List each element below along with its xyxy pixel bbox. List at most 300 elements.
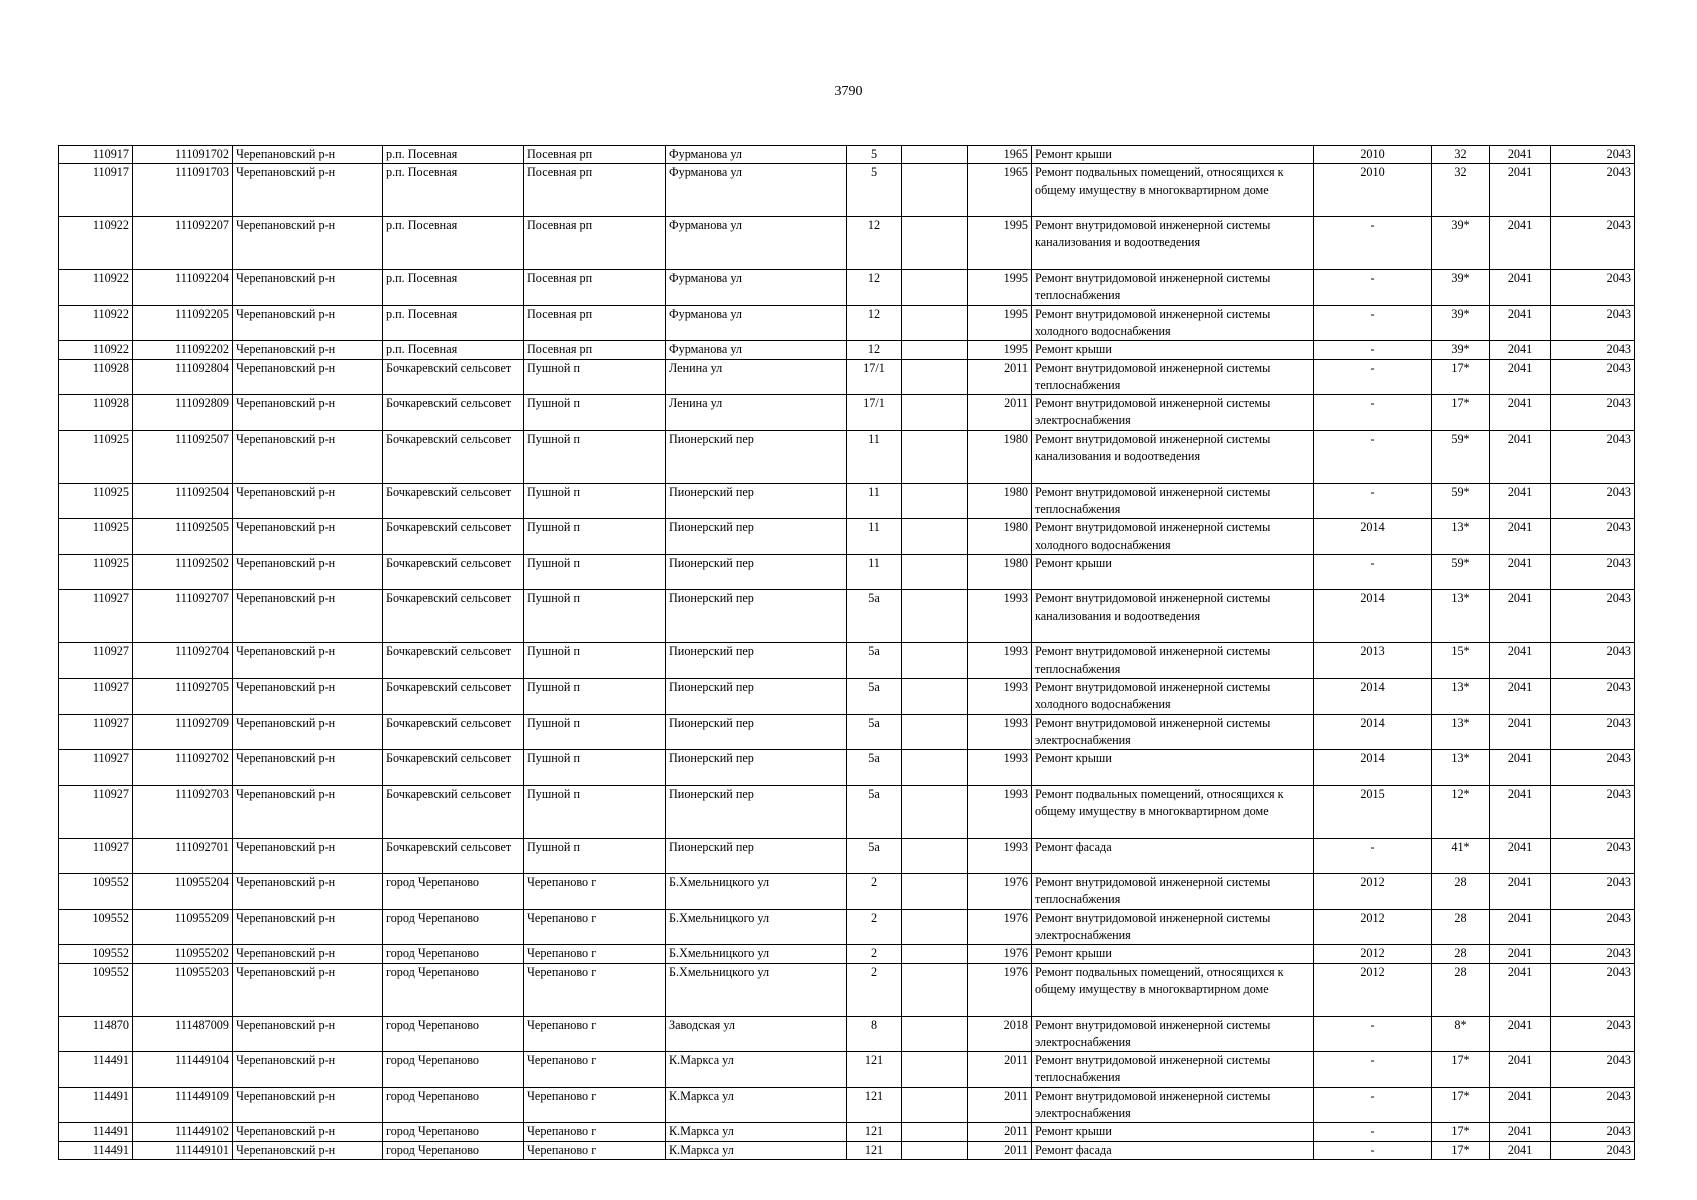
work-id-cell: 111092703 — [133, 785, 233, 838]
district-cell: Черепановский р-н — [233, 359, 383, 395]
settlement-cell: Пушной п — [524, 785, 666, 838]
building-cell — [902, 590, 968, 643]
plan-start-cell: 2041 — [1490, 945, 1551, 963]
settlement-cell: Пушной п — [524, 483, 666, 519]
street-cell: Ленина ул — [666, 359, 847, 395]
last-repair-year-cell: - — [1314, 1123, 1432, 1141]
wear-cell: 17* — [1432, 359, 1490, 395]
wear-cell: 17* — [1432, 1123, 1490, 1141]
build-year-cell: 1995 — [968, 305, 1032, 341]
district-cell: Черепановский р-н — [233, 945, 383, 963]
table-row — [59, 945, 1635, 963]
plan-end-cell: 2043 — [1551, 146, 1635, 164]
house-number-cell: 121 — [847, 1141, 902, 1159]
plan-end-cell: 2043 — [1551, 678, 1635, 714]
plan-end-cell: 2043 — [1551, 359, 1635, 395]
house-number-cell: 11 — [847, 483, 902, 519]
street-cell: Пионерский пер — [666, 554, 847, 590]
house-id-cell: 110922 — [59, 270, 133, 306]
work-type-cell: Ремонт внутридомовой инженерной системы теплоснабжения — [1032, 483, 1314, 519]
municipality-cell: Бочкаревский сельсовет — [383, 714, 524, 750]
work-type-cell: Ремонт подвальных помещений, относящихся к общему имуществу в многоквартирном доме — [1032, 785, 1314, 838]
page-number: 3790 — [834, 84, 863, 99]
last-repair-year-cell: 2010 — [1314, 146, 1432, 164]
work-id-cell: 111092204 — [133, 270, 233, 306]
plan-end-cell: 2043 — [1551, 909, 1635, 945]
plan-start-cell: 2041 — [1490, 714, 1551, 750]
plan-start-cell: 2041 — [1490, 305, 1551, 341]
work-type-cell: Ремонт внутридомовой инженерной системы электроснабжения — [1032, 1087, 1314, 1123]
building-cell — [902, 785, 968, 838]
work-id-cell: 111092205 — [133, 305, 233, 341]
house-number-cell: 12 — [847, 341, 902, 359]
street-cell: Пионерский пер — [666, 430, 847, 483]
municipality-cell: р.п. Посевная — [383, 270, 524, 306]
house-id-cell: 110925 — [59, 430, 133, 483]
work-type-cell: Ремонт внутридомовой инженерной системы теплоснабжения — [1032, 643, 1314, 679]
house-number-cell: 5а — [847, 643, 902, 679]
municipality-cell: Бочкаревский сельсовет — [383, 838, 524, 874]
plan-end-cell: 2043 — [1551, 963, 1635, 1016]
work-id-cell: 111092502 — [133, 554, 233, 590]
district-cell: Черепановский р-н — [233, 305, 383, 341]
house-number-cell: 5а — [847, 838, 902, 874]
work-id-cell: 110955209 — [133, 909, 233, 945]
plan-end-cell: 2043 — [1551, 341, 1635, 359]
build-year-cell: 1993 — [968, 678, 1032, 714]
build-year-cell: 1993 — [968, 643, 1032, 679]
build-year-cell: 2011 — [968, 1123, 1032, 1141]
plan-end-cell: 2043 — [1551, 750, 1635, 786]
build-year-cell: 2011 — [968, 359, 1032, 395]
settlement-cell: Пушной п — [524, 519, 666, 555]
build-year-cell: 1965 — [968, 146, 1032, 164]
plan-end-cell: 2043 — [1551, 945, 1635, 963]
wear-cell: 32 — [1432, 146, 1490, 164]
settlement-cell: Пушной п — [524, 554, 666, 590]
settlement-cell: Пушной п — [524, 678, 666, 714]
build-year-cell: 1980 — [968, 554, 1032, 590]
house-number-cell: 2 — [847, 874, 902, 910]
work-id-cell: 111092704 — [133, 643, 233, 679]
last-repair-year-cell: - — [1314, 1087, 1432, 1123]
municipality-cell: р.п. Посевная — [383, 217, 524, 270]
table-row — [59, 430, 1635, 483]
last-repair-year-cell: - — [1314, 1141, 1432, 1159]
build-year-cell: 1993 — [968, 590, 1032, 643]
house-number-cell: 8 — [847, 1016, 902, 1052]
building-cell — [902, 430, 968, 483]
plan-start-cell: 2041 — [1490, 519, 1551, 555]
building-cell — [902, 838, 968, 874]
plan-start-cell: 2041 — [1490, 217, 1551, 270]
plan-start-cell: 2041 — [1490, 164, 1551, 217]
building-cell — [902, 963, 968, 1016]
build-year-cell: 1976 — [968, 945, 1032, 963]
build-year-cell: 2011 — [968, 1141, 1032, 1159]
municipality-cell: Бочкаревский сельсовет — [383, 430, 524, 483]
plan-start-cell: 2041 — [1490, 554, 1551, 590]
table-row — [59, 305, 1635, 341]
last-repair-year-cell: 2012 — [1314, 874, 1432, 910]
work-type-cell: Ремонт крыши — [1032, 554, 1314, 590]
work-type-cell: Ремонт фасада — [1032, 838, 1314, 874]
municipality-cell: город Черепаново — [383, 874, 524, 910]
plan-start-cell: 2041 — [1490, 590, 1551, 643]
house-id-cell: 110928 — [59, 395, 133, 431]
table-row — [59, 1123, 1635, 1141]
settlement-cell: Пушной п — [524, 714, 666, 750]
last-repair-year-cell: - — [1314, 359, 1432, 395]
house-id-cell: 110927 — [59, 714, 133, 750]
street-cell: Пионерский пер — [666, 785, 847, 838]
build-year-cell: 1976 — [968, 963, 1032, 1016]
district-cell: Черепановский р-н — [233, 838, 383, 874]
work-type-cell: Ремонт подвальных помещений, относящихся к общему имуществу в многоквартирном доме — [1032, 963, 1314, 1016]
house-id-cell: 110928 — [59, 359, 133, 395]
house-id-cell: 110927 — [59, 750, 133, 786]
building-cell — [902, 395, 968, 431]
table-row — [59, 483, 1635, 519]
house-number-cell: 11 — [847, 554, 902, 590]
district-cell: Черепановский р-н — [233, 714, 383, 750]
table-row — [59, 217, 1635, 270]
plan-start-cell: 2041 — [1490, 1123, 1551, 1141]
house-number-cell: 5 — [847, 146, 902, 164]
wear-cell: 13* — [1432, 590, 1490, 643]
registry-table-body — [59, 146, 1635, 1160]
last-repair-year-cell: - — [1314, 554, 1432, 590]
house-id-cell: 110917 — [59, 146, 133, 164]
municipality-cell: р.п. Посевная — [383, 164, 524, 217]
building-cell — [902, 714, 968, 750]
settlement-cell: Пушной п — [524, 430, 666, 483]
district-cell: Черепановский р-н — [233, 590, 383, 643]
house-id-cell: 114491 — [59, 1123, 133, 1141]
district-cell: Черепановский р-н — [233, 1016, 383, 1052]
build-year-cell: 1965 — [968, 164, 1032, 217]
wear-cell: 28 — [1432, 963, 1490, 1016]
district-cell: Черепановский р-н — [233, 785, 383, 838]
wear-cell: 59* — [1432, 483, 1490, 519]
house-id-cell: 114491 — [59, 1141, 133, 1159]
building-cell — [902, 1123, 968, 1141]
house-id-cell: 109552 — [59, 963, 133, 1016]
table-row — [59, 590, 1635, 643]
work-id-cell: 111449101 — [133, 1141, 233, 1159]
house-id-cell: 114491 — [59, 1087, 133, 1123]
work-id-cell: 111449102 — [133, 1123, 233, 1141]
plan-end-cell: 2043 — [1551, 483, 1635, 519]
settlement-cell: Черепаново г — [524, 1123, 666, 1141]
street-cell: К.Маркса ул — [666, 1123, 847, 1141]
work-id-cell: 111092507 — [133, 430, 233, 483]
district-cell: Черепановский р-н — [233, 678, 383, 714]
municipality-cell: Бочкаревский сельсовет — [383, 785, 524, 838]
house-id-cell: 110922 — [59, 217, 133, 270]
street-cell: Заводская ул — [666, 1016, 847, 1052]
work-id-cell: 111092709 — [133, 714, 233, 750]
table-row — [59, 359, 1635, 395]
house-id-cell: 110927 — [59, 590, 133, 643]
plan-end-cell: 2043 — [1551, 714, 1635, 750]
house-id-cell: 110925 — [59, 519, 133, 555]
district-cell: Черепановский р-н — [233, 750, 383, 786]
plan-start-cell: 2041 — [1490, 146, 1551, 164]
wear-cell: 17* — [1432, 1141, 1490, 1159]
plan-start-cell: 2041 — [1490, 359, 1551, 395]
wear-cell: 17* — [1432, 1087, 1490, 1123]
house-number-cell: 121 — [847, 1123, 902, 1141]
plan-end-cell: 2043 — [1551, 643, 1635, 679]
table-row — [59, 519, 1635, 555]
work-id-cell: 111449109 — [133, 1087, 233, 1123]
municipality-cell: город Черепаново — [383, 963, 524, 1016]
house-number-cell: 12 — [847, 270, 902, 306]
building-cell — [902, 750, 968, 786]
wear-cell: 17* — [1432, 395, 1490, 431]
work-id-cell: 110955203 — [133, 963, 233, 1016]
street-cell: Фурманова ул — [666, 305, 847, 341]
building-cell — [902, 678, 968, 714]
plan-end-cell: 2043 — [1551, 785, 1635, 838]
last-repair-year-cell: - — [1314, 430, 1432, 483]
house-id-cell: 114491 — [59, 1052, 133, 1088]
build-year-cell: 2018 — [968, 1016, 1032, 1052]
plan-end-cell: 2043 — [1551, 270, 1635, 306]
street-cell: Пионерский пер — [666, 838, 847, 874]
building-cell — [902, 1016, 968, 1052]
settlement-cell: Черепаново г — [524, 909, 666, 945]
plan-start-cell: 2041 — [1490, 678, 1551, 714]
last-repair-year-cell: 2012 — [1314, 945, 1432, 963]
street-cell: Б.Хмельницкого ул — [666, 874, 847, 910]
district-cell: Черепановский р-н — [233, 164, 383, 217]
plan-start-cell: 2041 — [1490, 341, 1551, 359]
settlement-cell: Пушной п — [524, 643, 666, 679]
last-repair-year-cell: - — [1314, 483, 1432, 519]
last-repair-year-cell: 2015 — [1314, 785, 1432, 838]
house-number-cell: 11 — [847, 430, 902, 483]
building-cell — [902, 519, 968, 555]
district-cell: Черепановский р-н — [233, 909, 383, 945]
settlement-cell: Посевная рп — [524, 164, 666, 217]
plan-end-cell: 2043 — [1551, 1016, 1635, 1052]
building-cell — [902, 305, 968, 341]
work-id-cell: 111091702 — [133, 146, 233, 164]
street-cell: Б.Хмельницкого ул — [666, 963, 847, 1016]
street-cell: К.Маркса ул — [666, 1087, 847, 1123]
building-cell — [902, 874, 968, 910]
wear-cell: 28 — [1432, 874, 1490, 910]
settlement-cell: Посевная рп — [524, 341, 666, 359]
plan-start-cell: 2041 — [1490, 1052, 1551, 1088]
work-type-cell: Ремонт внутридомовой инженерной системы теплоснабжения — [1032, 1052, 1314, 1088]
last-repair-year-cell: - — [1314, 395, 1432, 431]
street-cell: Фурманова ул — [666, 217, 847, 270]
house-id-cell: 110922 — [59, 341, 133, 359]
last-repair-year-cell: - — [1314, 305, 1432, 341]
house-number-cell: 121 — [847, 1052, 902, 1088]
wear-cell: 39* — [1432, 305, 1490, 341]
house-number-cell: 5а — [847, 750, 902, 786]
work-type-cell: Ремонт внутридомовой инженерной системы электроснабжения — [1032, 714, 1314, 750]
plan-start-cell: 2041 — [1490, 483, 1551, 519]
work-id-cell: 111092202 — [133, 341, 233, 359]
building-cell — [902, 554, 968, 590]
building-cell — [902, 270, 968, 306]
wear-cell: 13* — [1432, 714, 1490, 750]
house-number-cell: 5а — [847, 714, 902, 750]
table-row — [59, 395, 1635, 431]
municipality-cell: Бочкаревский сельсовет — [383, 554, 524, 590]
plan-start-cell: 2041 — [1490, 838, 1551, 874]
last-repair-year-cell: 2014 — [1314, 590, 1432, 643]
street-cell: К.Маркса ул — [666, 1141, 847, 1159]
work-id-cell: 111092505 — [133, 519, 233, 555]
settlement-cell: Посевная рп — [524, 217, 666, 270]
plan-start-cell: 2041 — [1490, 270, 1551, 306]
table-row — [59, 341, 1635, 359]
work-id-cell: 111091703 — [133, 164, 233, 217]
settlement-cell: Пушной п — [524, 750, 666, 786]
municipality-cell: Бочкаревский сельсовет — [383, 483, 524, 519]
work-type-cell: Ремонт внутридомовой инженерной системы теплоснабжения — [1032, 270, 1314, 306]
municipality-cell: город Черепаново — [383, 1087, 524, 1123]
work-type-cell: Ремонт крыши — [1032, 146, 1314, 164]
district-cell: Черепановский р-н — [233, 146, 383, 164]
municipality-cell: р.п. Посевная — [383, 341, 524, 359]
table-row — [59, 270, 1635, 306]
municipality-cell: Бочкаревский сельсовет — [383, 750, 524, 786]
table-row — [59, 785, 1635, 838]
work-id-cell: 111092504 — [133, 483, 233, 519]
house-number-cell: 2 — [847, 963, 902, 1016]
house-number-cell: 121 — [847, 1087, 902, 1123]
table-row — [59, 1052, 1635, 1088]
house-number-cell: 12 — [847, 305, 902, 341]
house-number-cell: 12 — [847, 217, 902, 270]
house-id-cell: 110927 — [59, 643, 133, 679]
table-row — [59, 1141, 1635, 1159]
settlement-cell: Посевная рп — [524, 146, 666, 164]
street-cell: Б.Хмельницкого ул — [666, 945, 847, 963]
plan-end-cell: 2043 — [1551, 395, 1635, 431]
plan-end-cell: 2043 — [1551, 590, 1635, 643]
table-row — [59, 909, 1635, 945]
building-cell — [902, 146, 968, 164]
building-cell — [902, 164, 968, 217]
work-id-cell: 111092702 — [133, 750, 233, 786]
last-repair-year-cell: 2014 — [1314, 519, 1432, 555]
plan-start-cell: 2041 — [1490, 874, 1551, 910]
district-cell: Черепановский р-н — [233, 1123, 383, 1141]
plan-end-cell: 2043 — [1551, 1123, 1635, 1141]
wear-cell: 39* — [1432, 270, 1490, 306]
settlement-cell: Посевная рп — [524, 270, 666, 306]
plan-end-cell: 2043 — [1551, 519, 1635, 555]
municipality-cell: Бочкаревский сельсовет — [383, 678, 524, 714]
house-number-cell: 5а — [847, 678, 902, 714]
house-number-cell: 17/1 — [847, 359, 902, 395]
building-cell — [902, 483, 968, 519]
build-year-cell: 1980 — [968, 430, 1032, 483]
house-number-cell: 2 — [847, 945, 902, 963]
municipality-cell: город Черепаново — [383, 1123, 524, 1141]
build-year-cell: 1995 — [968, 270, 1032, 306]
wear-cell: 39* — [1432, 217, 1490, 270]
work-type-cell: Ремонт внутридомовой инженерной системы теплоснабжения — [1032, 874, 1314, 910]
plan-start-cell: 2041 — [1490, 909, 1551, 945]
district-cell: Черепановский р-н — [233, 1087, 383, 1123]
table-row — [59, 1016, 1635, 1052]
plan-end-cell: 2043 — [1551, 1087, 1635, 1123]
wear-cell: 17* — [1432, 1052, 1490, 1088]
settlement-cell: Черепаново г — [524, 963, 666, 1016]
work-id-cell: 111487009 — [133, 1016, 233, 1052]
table-row — [59, 750, 1635, 786]
work-id-cell: 111092809 — [133, 395, 233, 431]
street-cell: Пионерский пер — [666, 590, 847, 643]
work-id-cell: 111092207 — [133, 217, 233, 270]
wear-cell: 41* — [1432, 838, 1490, 874]
house-id-cell: 114870 — [59, 1016, 133, 1052]
building-cell — [902, 359, 968, 395]
wear-cell: 39* — [1432, 341, 1490, 359]
district-cell: Черепановский р-н — [233, 430, 383, 483]
work-type-cell: Ремонт внутридомовой инженерной системы электроснабжения — [1032, 909, 1314, 945]
building-cell — [902, 643, 968, 679]
build-year-cell: 1980 — [968, 483, 1032, 519]
last-repair-year-cell: 2014 — [1314, 678, 1432, 714]
municipality-cell: город Черепаново — [383, 1016, 524, 1052]
settlement-cell: Пушной п — [524, 359, 666, 395]
district-cell: Черепановский р-н — [233, 483, 383, 519]
house-id-cell: 110925 — [59, 483, 133, 519]
house-number-cell: 5а — [847, 590, 902, 643]
build-year-cell: 1993 — [968, 838, 1032, 874]
table-row — [59, 874, 1635, 910]
street-cell: Фурманова ул — [666, 146, 847, 164]
wear-cell: 15* — [1432, 643, 1490, 679]
plan-start-cell: 2041 — [1490, 1016, 1551, 1052]
table-row — [59, 164, 1635, 217]
house-number-cell: 5а — [847, 785, 902, 838]
table-row — [59, 643, 1635, 679]
wear-cell: 13* — [1432, 519, 1490, 555]
street-cell: Пионерский пер — [666, 750, 847, 786]
table-row — [59, 146, 1635, 164]
district-cell: Черепановский р-н — [233, 1141, 383, 1159]
work-id-cell: 111092707 — [133, 590, 233, 643]
wear-cell: 13* — [1432, 678, 1490, 714]
settlement-cell: Черепаново г — [524, 1016, 666, 1052]
last-repair-year-cell: 2013 — [1314, 643, 1432, 679]
house-id-cell: 109552 — [59, 909, 133, 945]
house-id-cell: 110917 — [59, 164, 133, 217]
municipality-cell: город Черепаново — [383, 1141, 524, 1159]
wear-cell: 28 — [1432, 909, 1490, 945]
work-type-cell: Ремонт внутридомовой инженерной системы холодного водоснабжения — [1032, 305, 1314, 341]
last-repair-year-cell: - — [1314, 217, 1432, 270]
plan-end-cell: 2043 — [1551, 305, 1635, 341]
registry-table — [58, 145, 1635, 1160]
plan-start-cell: 2041 — [1490, 963, 1551, 1016]
work-type-cell: Ремонт крыши — [1032, 750, 1314, 786]
work-id-cell: 110955204 — [133, 874, 233, 910]
house-id-cell: 110922 — [59, 305, 133, 341]
settlement-cell: Посевная рп — [524, 305, 666, 341]
